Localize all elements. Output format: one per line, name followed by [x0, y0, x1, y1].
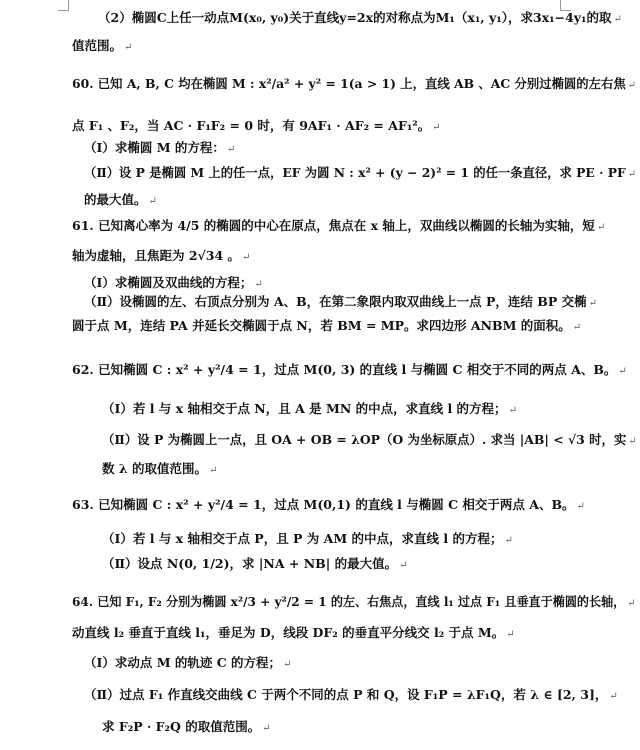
text-line-content: （Ⅱ）设 P 为椭圆上一点，且 OA + OB = λOP（O 为坐标原点）. 求当 |AB| < √3 时，实 — [102, 432, 627, 447]
paragraph-mark-icon: ↵ — [627, 598, 636, 609]
text-line-content: （Ⅱ）设椭圆的左、右顶点分别为 A、B，在第二象限内取双曲线上一点 P，连结 BP 交椭 — [84, 294, 587, 309]
text-line-l18 — [102, 531, 513, 549]
text-line-l24 — [102, 719, 271, 737]
paragraph-mark-icon: ↵ — [576, 501, 585, 512]
text-line-content: 63. 已知椭圆 C : x² + y²/4 = 1，过点 M(0,1) 的直线 l 与椭圆 C 相交于两点 A、B。 — [72, 497, 575, 512]
text-line-content: 动直线 l₂ 垂直于直线 l₁，垂足为 D，线段 DF₂ 的垂直平分线交 l₂ 于点 M。 — [72, 625, 505, 640]
text-line-l06 — [84, 165, 636, 183]
text-line-l10 — [84, 275, 263, 293]
paragraph-mark-icon: ↵ — [208, 465, 218, 476]
text-line-content: 62. 已知椭圆 C : x² + y²/4 = 1，过点 M(0, 3) 的直线 l 与椭圆 C 相交于不同的两点 A、B。 — [72, 362, 617, 377]
text-line-l02 — [72, 38, 132, 56]
paragraph-mark-icon: ↵ — [596, 222, 606, 233]
text-line-content: （2）椭圆C上任一动点M(x₀, y₀)关于直线y=2x的对称点为M₁（x₁, y₁），求3x₁−4y₁的取 — [98, 10, 612, 25]
paragraph-mark-icon: ↵ — [124, 42, 133, 53]
text-line-l13 — [72, 362, 627, 380]
text-line-content: （Ⅰ）若 l 与 x 轴相交于点 P，且 P 为 AM 的中点，求直线 l 的方程； — [102, 531, 503, 546]
text-line-l15 — [102, 432, 637, 450]
text-line-l16 — [102, 461, 217, 479]
text-line-l20 — [72, 594, 635, 612]
text-line-l11 — [84, 294, 597, 312]
text-line-content: 61. 已知离心率为 4/5 的椭圆的中心在原点，焦点在 x 轴上，双曲线以椭圆的长轴为实轴，短 — [72, 218, 595, 233]
text-line-l09 — [72, 248, 250, 266]
paragraph-mark-icon: ↵ — [618, 366, 627, 377]
text-line-l07 — [84, 192, 157, 210]
paragraph-mark-icon: ↵ — [254, 279, 263, 290]
page-corner-mark-top-left — [58, 0, 69, 11]
paragraph-mark-icon: ↵ — [242, 252, 251, 263]
paragraph-mark-icon: ↵ — [432, 122, 441, 133]
text-line-content: （Ⅱ）设点 N(0, 1/2)，求 |NA + NB| 的最大值。 — [102, 556, 398, 571]
text-line-content: 点 F₁ 、F₂，当 AC · F₁F₂ = 0 时，有 9AF₁ · AF₂ = AF₁²。 — [72, 118, 431, 133]
text-line-l19 — [102, 556, 407, 574]
text-line-l22 — [84, 655, 291, 673]
paragraph-mark-icon: ↵ — [504, 535, 513, 546]
paragraph-mark-icon: ↵ — [588, 298, 597, 309]
text-line-content: 的最大值。 — [84, 192, 147, 207]
paragraph-mark-icon: ↵ — [609, 691, 618, 702]
text-line-l05 — [84, 140, 235, 158]
text-line-content: 60. 已知 A, B, C 均在椭圆 M : x²/a² + y² = 1(a > 1) 上，直线 AB 、AC 分别过椭圆的左右焦 — [72, 76, 626, 91]
paragraph-mark-icon: ↵ — [572, 322, 582, 333]
paragraph-mark-icon: ↵ — [506, 629, 515, 640]
paragraph-mark-icon: ↵ — [627, 80, 637, 91]
text-line-content: （Ⅰ）求椭圆及双曲线的方程； — [84, 275, 253, 290]
text-line-content: （Ⅰ）若 l 与 x 轴相交于点 N，且 A 是 MN 的中点，求直线 l 的方程； — [102, 401, 507, 416]
text-line-content: 圆于点 M，连结 PA 并延长交椭圆于点 N，若 BM = MP。求四边形 ANBM 的面积。 — [72, 318, 571, 333]
paragraph-mark-icon: ↵ — [613, 14, 622, 25]
text-line-content: （Ⅱ）设 P 是椭圆 M 上的任一点，EF 为圆 N : x² + (y − 2)² = 1 的任一条直径，求 PE · PF — [84, 165, 626, 180]
text-line-l03 — [72, 76, 636, 94]
paragraph-mark-icon: ↵ — [226, 144, 236, 155]
text-line-l17 — [72, 497, 585, 515]
text-line-l21 — [72, 625, 515, 643]
text-line-l01 — [98, 10, 622, 28]
text-line-content: 数 λ 的取值范围。 — [102, 461, 207, 476]
text-line-content: （Ⅰ）求椭圆 M 的方程： — [84, 140, 225, 155]
text-line-content: 求 F₂P · F₂Q 的取值范围。 — [102, 719, 261, 734]
paragraph-mark-icon: ↵ — [148, 196, 157, 207]
paragraph-mark-icon: ↵ — [283, 659, 292, 670]
paragraph-mark-icon: ↵ — [399, 560, 408, 571]
text-line-l12 — [72, 318, 581, 336]
paragraph-mark-icon: ↵ — [627, 169, 636, 180]
text-line-l23 — [84, 687, 618, 705]
text-line-content: 64. 已知 F₁, F₂ 分别为椭圆 x²/3 + y²/2 = 1 的左、右焦点，直线 l₁ 过点 F₁ 且垂直于椭圆的长轴， — [72, 594, 626, 609]
text-line-content: 轴为虚轴，且焦距为 2√34 。 — [72, 248, 241, 263]
text-line-content: 值范围。 — [72, 38, 123, 53]
paragraph-mark-icon: ↵ — [508, 405, 517, 416]
text-line-l14 — [102, 401, 517, 419]
text-line-l08 — [72, 218, 605, 236]
paragraph-mark-icon: ↵ — [628, 436, 637, 447]
text-line-content: （Ⅱ）过点 F₁ 作直线交曲线 C 于两个不同的点 P 和 Q，设 F₁P = λF₁Q，若 λ ∈ [2, 3]， — [84, 687, 608, 702]
text-line-content: （Ⅰ）求动点 M 的轨迹 C 的方程； — [84, 655, 282, 670]
text-line-l04 — [72, 118, 441, 136]
paragraph-mark-icon: ↵ — [262, 723, 271, 734]
